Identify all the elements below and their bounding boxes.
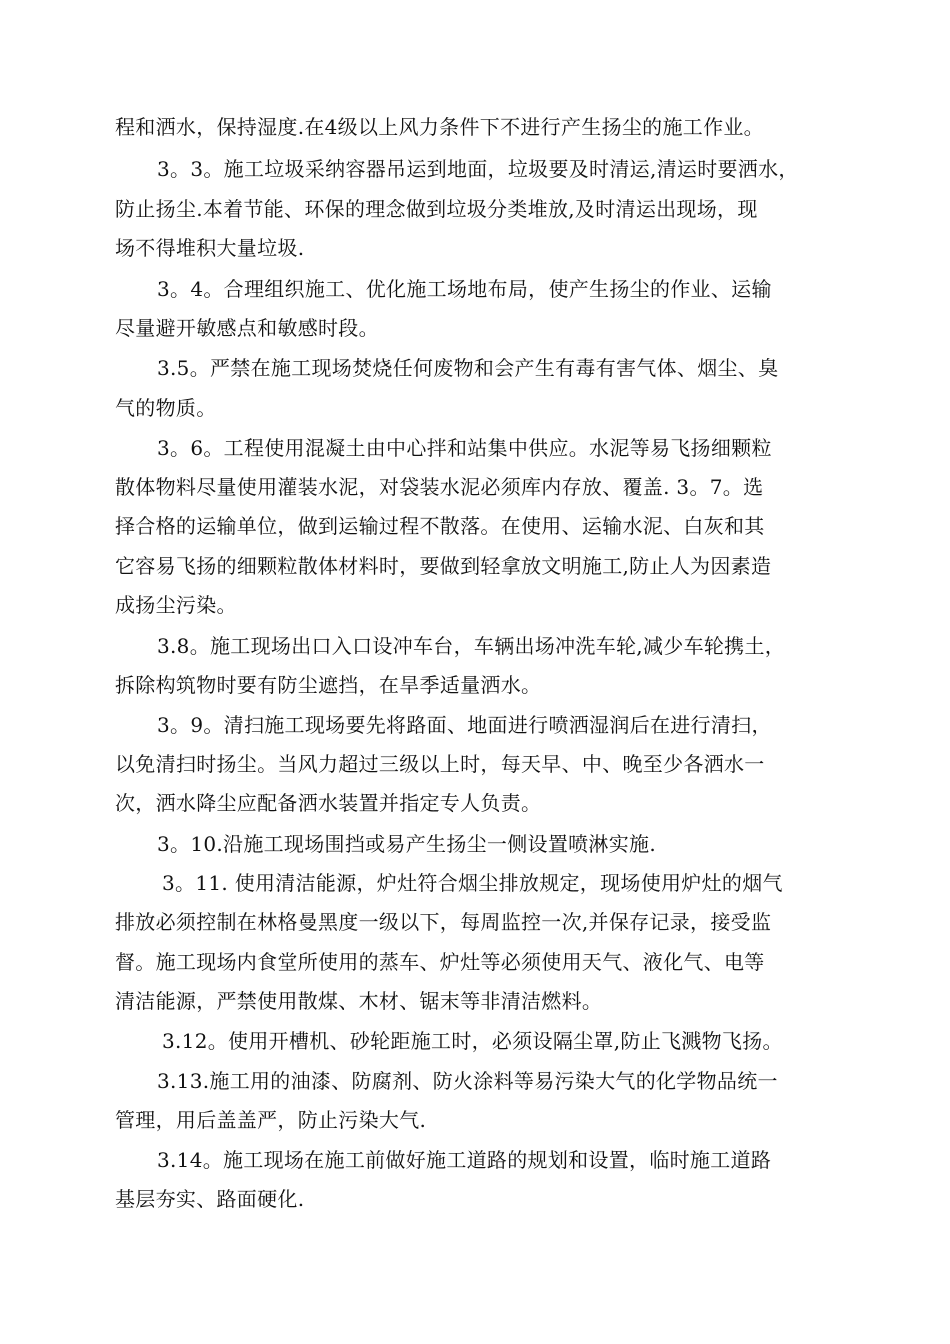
text-line: 3.14。施工现场在施工前做好施工道路的规划和设置，临时施工道路	[157, 1148, 772, 1172]
text-line: 3。4。合理组织施工、优化施工场地布局，使产生扬尘的作业、运输	[157, 277, 772, 301]
text-line: 排放必须控制在林格曼黑度一级以下，每周监控一次,并保存记录，接受监	[115, 910, 772, 934]
text-line: 次，洒水降尘应配备洒水装置并指定专人负责。	[115, 791, 542, 815]
text-line: 气的物质。	[115, 396, 217, 420]
text-line: 3.12。使用开槽机、砂轮距施工时，必须设隔尘罩,防止飞溅物飞扬。	[162, 1029, 783, 1053]
text-line: 3.8。施工现场出口入口设冲车台，车辆出场冲洗车轮,减少车轮携土，	[157, 634, 786, 658]
text-line: 3。3。施工垃圾采纳容器吊运到地面，垃圾要及时清运,清运时要洒水，	[157, 157, 799, 181]
text-line: 场不得堆积大量垃圾.	[115, 236, 305, 260]
text-line: 拆除构筑物时要有防尘遮挡，在旱季适量洒水。	[115, 673, 542, 697]
text-line: 管理，用后盖盖严，防止污染大气.	[115, 1108, 427, 1132]
text-line: 3.13.施工用的油漆、防腐剂、防火涂料等易污染大气的化学物品统一	[157, 1069, 778, 1093]
text-line: 3.5。严禁在施工现场焚烧任何废物和会产生有毒有害气体、烟尘、臭	[157, 356, 779, 380]
text-line: 程和洒水，保持湿度.在4级以上风力条件下不进行产生扬尘的施工作业。	[115, 115, 764, 139]
text-line: 尽量避开敏感点和敏感时段。	[115, 316, 379, 340]
text-line: 3。6。工程使用混凝土由中心拌和站集中供应。水泥等易飞扬细颗粒	[157, 436, 772, 460]
text-line: 基层夯实、路面硬化.	[115, 1187, 305, 1211]
text-line: 它容易飞扬的细颗粒散体材料时，要做到轻拿放文明施工,防止人为因素造	[115, 554, 772, 578]
text-line: 散体物料尽量使用灌装水泥，对袋装水泥必须库内存放、覆盖. 3。7。选	[115, 475, 764, 499]
text-line: 以免清扫时扬尘。当风力超过三级以上时，每天早、中、晚至少各洒水一	[115, 752, 765, 776]
text-line: 清洁能源，严禁使用散煤、木材、锯末等非清洁燃料。	[115, 989, 603, 1013]
text-line: 督。施工现场内食堂所使用的蒸车、炉灶等必须使用天气、液化气、电等	[115, 950, 765, 974]
text-line: 择合格的运输单位，做到运输过程不散落。在使用、运输水泥、白灰和其	[115, 514, 765, 538]
text-line: 3。9。清扫施工现场要先将路面、地面进行喷洒湿润后在进行清扫，	[157, 713, 772, 737]
text-line: 3。11. 使用清洁能源，炉灶符合烟尘排放规定，现场使用炉灶的烟气	[162, 871, 783, 895]
text-line: 3。10.沿施工现场围挡或易产生扬尘一侧设置喷淋实施.	[157, 832, 656, 856]
text-line: 防止扬尘.本着节能、环保的理念做到垃圾分类堆放,及时清运出现场，现	[115, 197, 758, 221]
text-line: 成扬尘污染。	[115, 593, 237, 617]
